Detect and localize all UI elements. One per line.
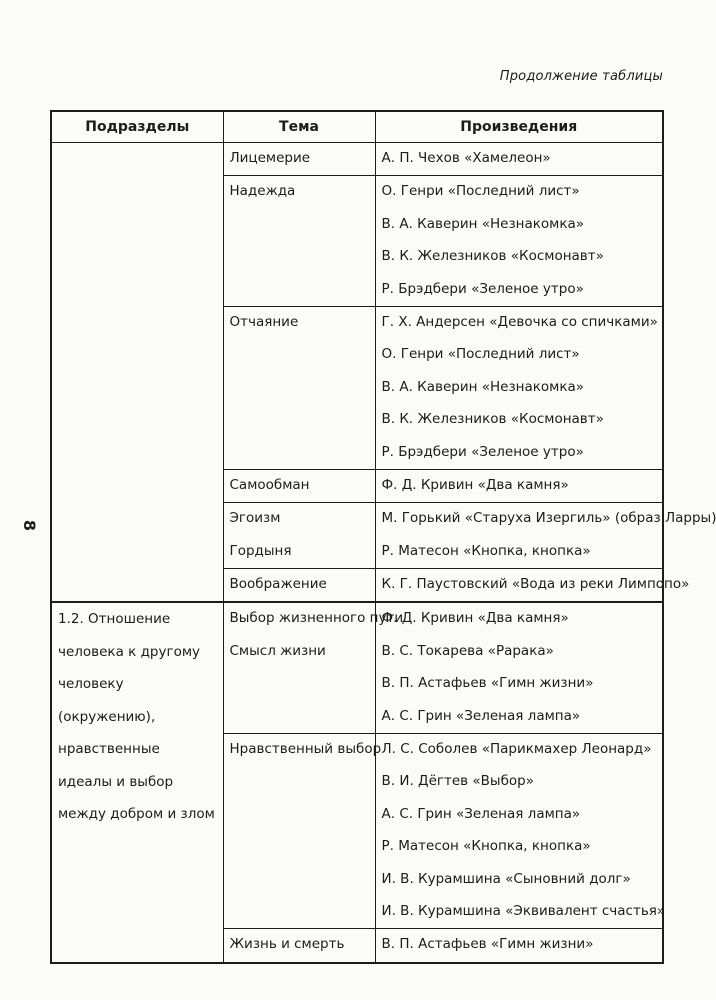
- work-cell: А. С. Грин «Зеленая лампа»: [375, 701, 663, 734]
- topic-cell: Эгоизм: [223, 503, 375, 536]
- header-subsections: Подразделы: [51, 111, 223, 143]
- work-cell: Г. Х. Андерсен «Девочка со спичками»: [375, 306, 663, 339]
- topic-cell: Воображение: [223, 569, 375, 603]
- table-header-row: [51, 111, 663, 143]
- subsection-cell-continued: [51, 143, 223, 603]
- header-works: Произведения: [375, 111, 663, 143]
- topic-cell: [223, 437, 375, 470]
- work-cell: Р. Брэдбери «Зеленое утро»: [375, 274, 663, 307]
- topic-cell: [223, 701, 375, 734]
- work-cell: В. П. Астафьев «Гимн жизни»: [375, 668, 663, 700]
- table-row: [51, 602, 663, 635]
- work-cell: М. Горький «Старуха Изергиль» (образ Ларры): [375, 503, 663, 536]
- work-cell: В. К. Железников «Космонавт»: [375, 241, 663, 273]
- work-cell: В. К. Железников «Космонавт»: [375, 404, 663, 436]
- work-cell: В. П. Астафьев «Гимн жизни»: [375, 929, 663, 963]
- topic-cell: [223, 766, 375, 798]
- header-topic: Тема: [223, 111, 375, 143]
- work-cell: Р. Матесон «Кнопка, кнопка»: [375, 831, 663, 863]
- work-cell: И. В. Курамшина «Эквивалент счастья»: [375, 896, 663, 929]
- work-cell: К. Г. Паустовский «Вода из реки Лимпопо»: [375, 569, 663, 603]
- topic-cell: Самообман: [223, 469, 375, 502]
- work-cell: В. С. Токарева «Рарака»: [375, 636, 663, 668]
- topic-cell: Отчаяние: [223, 306, 375, 339]
- table-continuation-caption: Продолжение таблицы: [499, 69, 663, 84]
- topic-cell: Смысл жизни: [223, 636, 375, 668]
- topic-cell: Надежда: [223, 176, 375, 209]
- work-cell: О. Генри «Последний лист»: [375, 339, 663, 371]
- topic-cell: [223, 668, 375, 700]
- literature-table: [50, 110, 716, 964]
- work-cell: А. С. Грин «Зеленая лампа»: [375, 799, 663, 831]
- work-cell: В. А. Каверин «Незнакомка»: [375, 209, 663, 241]
- work-cell: А. П. Чехов «Хамелеон»: [375, 143, 663, 176]
- work-cell: В. А. Каверин «Незнакомка»: [375, 372, 663, 404]
- topic-cell: [223, 274, 375, 307]
- topic-cell: [223, 864, 375, 896]
- table-row: [51, 143, 663, 176]
- topic-cell: [223, 896, 375, 929]
- topic-cell: Лицемерие: [223, 143, 375, 176]
- work-cell: О. Генри «Последний лист»: [375, 176, 663, 209]
- topic-cell: Выбор жизненного пути: [223, 602, 375, 635]
- topic-cell: [223, 209, 375, 241]
- topic-cell: [223, 404, 375, 436]
- topic-cell: [223, 339, 375, 371]
- work-cell: В. И. Дёгтев «Выбор»: [375, 766, 663, 798]
- subsection-cell-1-2: 1.2. Отношение человека к другому человеку (окружению), нравственные идеалы и выбор между добром и злом: [51, 602, 223, 962]
- topic-cell: Нравственный выбор: [223, 734, 375, 767]
- topic-cell: [223, 831, 375, 863]
- topic-cell: [223, 799, 375, 831]
- page-number: 8: [20, 519, 40, 532]
- work-cell: Ф. Д. Кривин «Два камня»: [375, 602, 663, 635]
- topic-cell: Гордыня: [223, 536, 375, 569]
- topic-cell: [223, 241, 375, 273]
- work-cell: Ф. Д. Кривин «Два камня»: [375, 469, 663, 502]
- work-cell: И. В. Курамшина «Сыновний долг»: [375, 864, 663, 896]
- work-cell: Р. Брэдбери «Зеленое утро»: [375, 437, 663, 470]
- topic-cell: [223, 372, 375, 404]
- work-cell: Р. Матесон «Кнопка, кнопка»: [375, 536, 663, 569]
- work-cell: Л. С. Соболев «Парикмахер Леонард»: [375, 734, 663, 767]
- topic-cell: Жизнь и смерть: [223, 929, 375, 963]
